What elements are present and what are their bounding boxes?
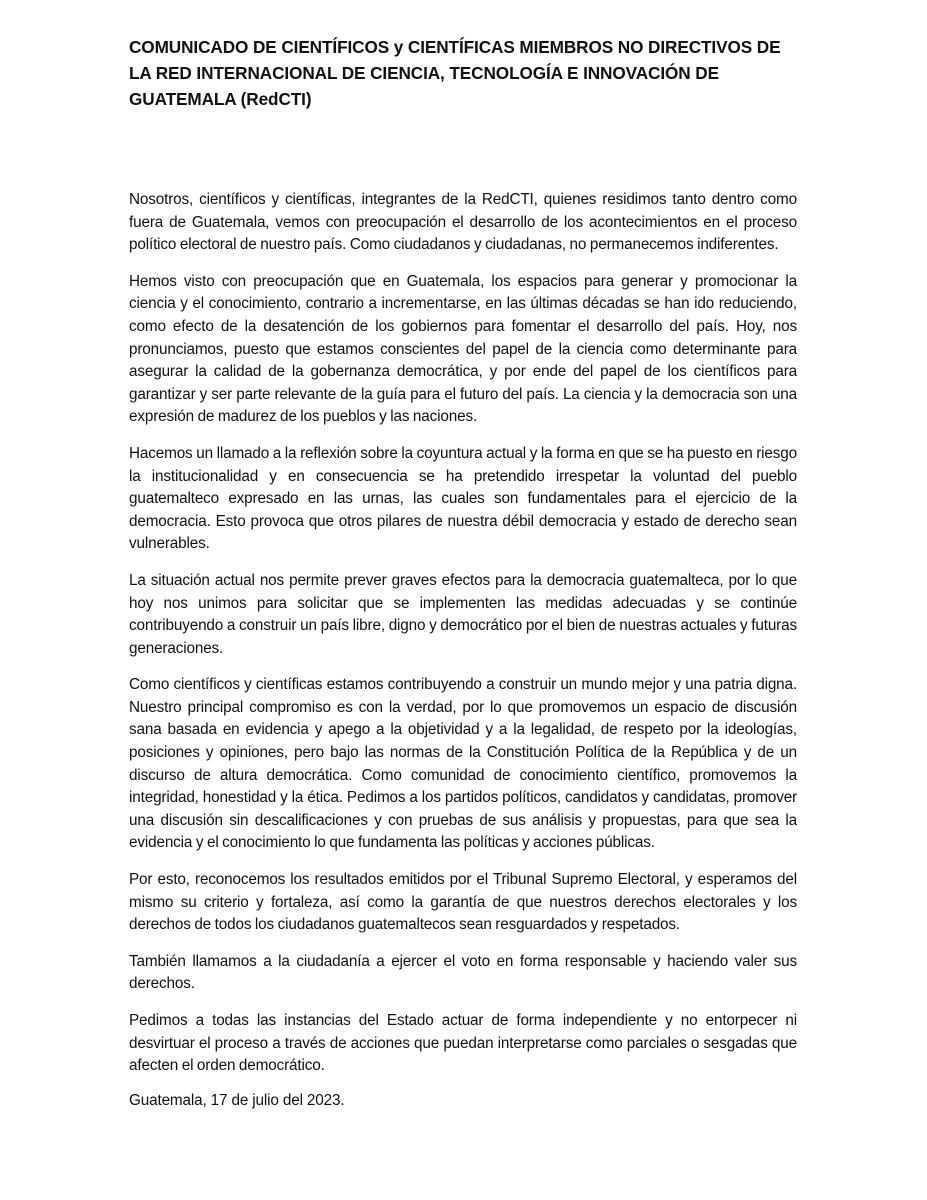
paragraph-6: Por esto, reconocemos los resultados emitidos por el Tribunal Supremo Electoral, y esperamos del mismo su criterio y fortaleza, así como la garantía de que nuestros derechos electorales y los derechos de todos los ciudadanos guatemaltecos sean resguardados y respetados. (129, 871, 797, 934)
paragraph-8: Pedimos a todas las instancias del Estado actuar de forma independiente y no entorpecer ni desvirtuar el proceso a través de acciones que puedan interpretarse como parciales o sesgadas que afecten el orden democrático. (129, 1012, 797, 1075)
paragraph-1: Nosotros, científicos y científicas, integrantes de la RedCTI, quienes residimos tanto dentro como fuera de Guatemala, vemos con preocupación el desarrollo de los acontecimientos en el proceso político electoral de nuestro país. Como ciudadanos y ciudadanas, no permanecemos indiferentes. (129, 191, 797, 254)
paragraph-4: La situación actual nos permite prever graves efectos para la democracia guatemalteca, por lo que hoy nos unimos para solicitar que se implementen las medidas adecuadas y se continúe contribuyendo a construir un país libre, digno y democrático por el bien de nuestras actuales y futuras generaciones. (129, 571, 797, 657)
paragraph-2: Hemos visto con preocupación que en Guatemala, los espacios para generar y promocionar la ciencia y el conocimiento, contrario a incrementarse, en las últimas décadas se han ido reduciendo, como efecto de la desatención de los gobiernos para fomentar el desarrollo del país. Hoy, nos pronunciamos, puesto que estamos conscientes del papel de la ciencia como determinante para asegurar la calidad de la gobernanza democrática, y por ende del papel de los científicos para garantizar y ser parte relevante de la guía para el futuro del país. La ciencia y la democracia son una expresión de madurez de los pueblos y las naciones. (129, 272, 797, 426)
document-title: COMUNICADO DE CIENTÍFICOS y CIENTÍFICAS MIEMBROS NO DIRECTIVOS DE LA RED INTERNACIONAL DE CIENCIA, TECNOLOGÍA E INNOVACIÓN DE GUATEMALA (RedCTI) (129, 37, 781, 109)
document-body (129, 189, 797, 1092)
paragraph-7: También llamamos a la ciudadanía a ejercer el voto en forma responsable y haciendo valer sus derechos. (129, 952, 797, 993)
date-line: Guatemala, 17 de julio del 2023. (129, 1092, 345, 1109)
paragraph-3: Hacemos un llamado a la reflexión sobre la coyuntura actual y la forma en que se ha puesto en riesgo la institucionalidad y en consecuencia se ha pretendido irrespetar la voluntad del pueblo guatemalteco expresado en las urnas, las cuales son fundamentales para el ejercicio de la democracia. Esto provoca que otros pilares de nuestra débil democracia y estado de derecho sean vulnerables. (129, 444, 797, 553)
paragraph-5: Como científicos y científicas estamos contribuyendo a construir un mundo mejor y una patria digna. Nuestro principal compromiso es con la verdad, por lo que promovemos un espacio de discusión sana basada en evidencia y apego a la objetividad y a la legalidad, de respeto por la ideologías, posiciones y opiniones, pero bajo las normas de la Constitución Política de la República y de un discurso de altura democrática. Como comunidad de conocimiento científico, promovemos la integridad, honestidad y la ética. Pedimos a los partidos políticos, candidatos y candidatas, promover una discusión sin descalificaciones y con pruebas de sus análisis y propuestas, para que sea la evidencia y el conocimiento lo que fundamenta las políticas y acciones públicas. (129, 676, 797, 852)
